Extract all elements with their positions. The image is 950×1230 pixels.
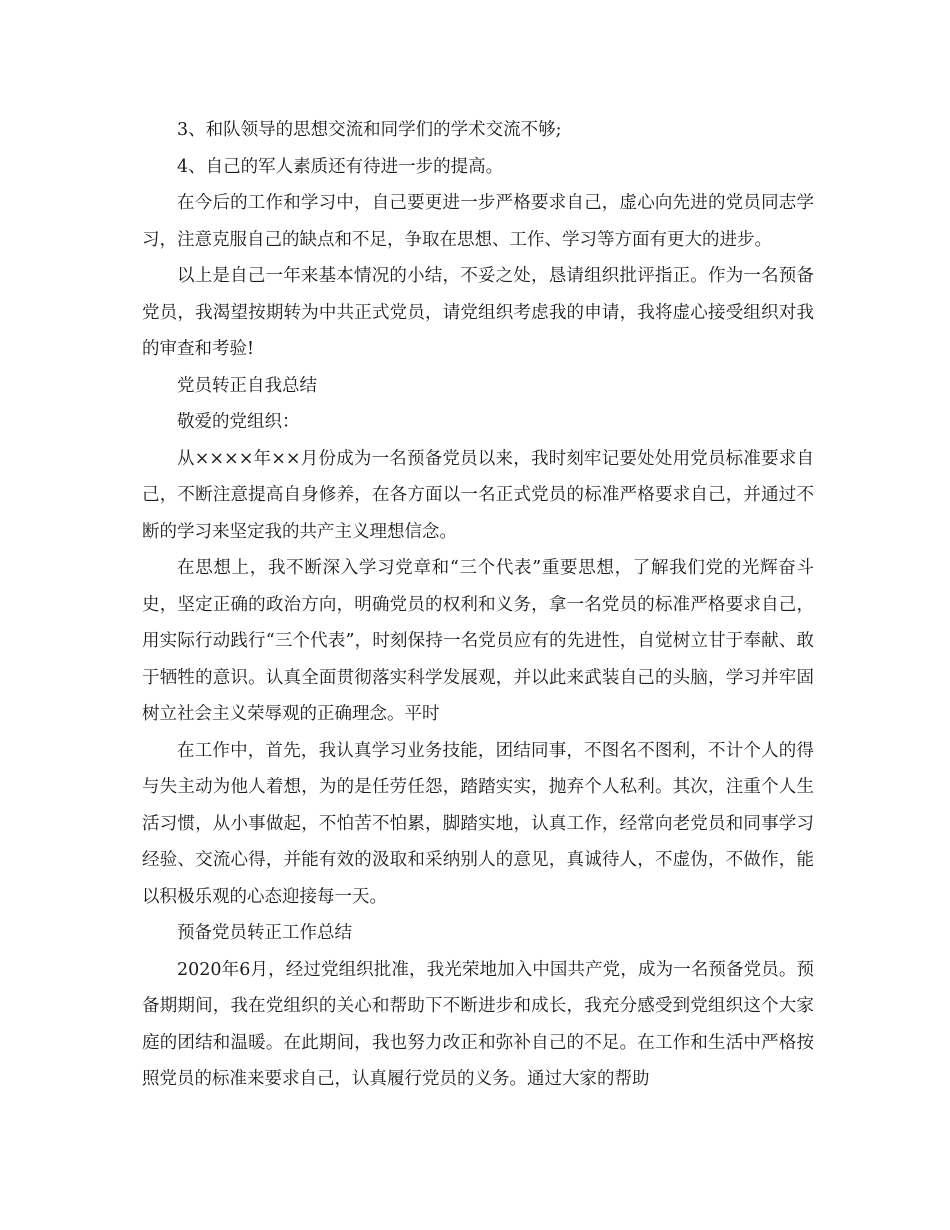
section-heading-self-summary: 党员转正自我总结 (177, 375, 317, 396)
salutation: 敬爱的党组织： (177, 412, 300, 432)
paragraph-intro: 从××××年××月份成为一名预备党员以来，我时刻牢记要处处用党员标准要求自己，不断注意提高自身修养，在各方面以一名正式党员的标准严格要求自己，并通过不断的学习来坚定我的共产主义理想信念。 (142, 448, 814, 542)
paragraph-shortcoming-3: 3、和队领导的思想交流和同学们的学术交流不够; (177, 120, 562, 140)
paragraph-future-plan: 在今后的工作和学习中，自己要更进一步严格要求自己，虚心向先进的党员同志学习，注意克服自己的缺点和不足，争取在思想、工作、学习等方面有更大的进步。 (142, 193, 814, 250)
paragraph-work: 在工作中，首先，我认真学习业务技能，团结同事，不图名不图利，不计个人的得与失主动为他人着想，为的是任劳任怨，踏踏实实，抛弃个人私利。其次，注重个人生活习惯，从小事做起，不怕苦不怕累，脚踏实地，认真工作，经常向老党员和同事学习经验、交流心得，并能有效的汲取和采纳别人的意见，真诚待人，不虚伪，不做作，能以积极乐观的心态迎接每一天。 (142, 740, 814, 907)
paragraph-probation: 2020年6月，经过党组织批准，我光荣地加入中国共产党，成为一名预备党员。预备期期间，我在党组织的关心和帮助下不断进步和成长，我充分感受到党组织这个大家庭的团结和温暖。在此期间，我也努力改正和弥补自己的不足。在工作和生活中严格按照党员的标准来要求自己，认真履行党员的义务。通过大家的帮助 (142, 959, 814, 1089)
paragraph-shortcoming-4: 4、自己的军人素质还有待进一步的提高。 (177, 156, 504, 177)
paragraph-conclusion: 以上是自己一年来基本情况的小结，不妥之处，恳请组织批评指正。作为一名预备党员，我渴望按期转为中共正式党员，请党组织考虑我的申请，我将虚心接受组织对我的审查和考验! (142, 266, 814, 359)
paragraph-ideology: 在思想上，我不断深入学习党章和“三个代表”重要思想，了解我们党的光辉奋斗史，坚定正确的政治方向，明确党员的权利和义务，拿一名党员的标准严格要求自己，用实际行动践行“三个代表”，时刻保持一名党员应有的先进性，自觉树立甘于奉献、敢于牺牲的意识。认真全面贯彻落实科学发展观，并以此来武装自己的头脑，学习并牢固树立社会主义荣辱观的正确理念。平时 (142, 558, 814, 724)
document-body (142, 112, 814, 1098)
section-heading-work-summary: 预备党员转正工作总结 (177, 923, 352, 943)
